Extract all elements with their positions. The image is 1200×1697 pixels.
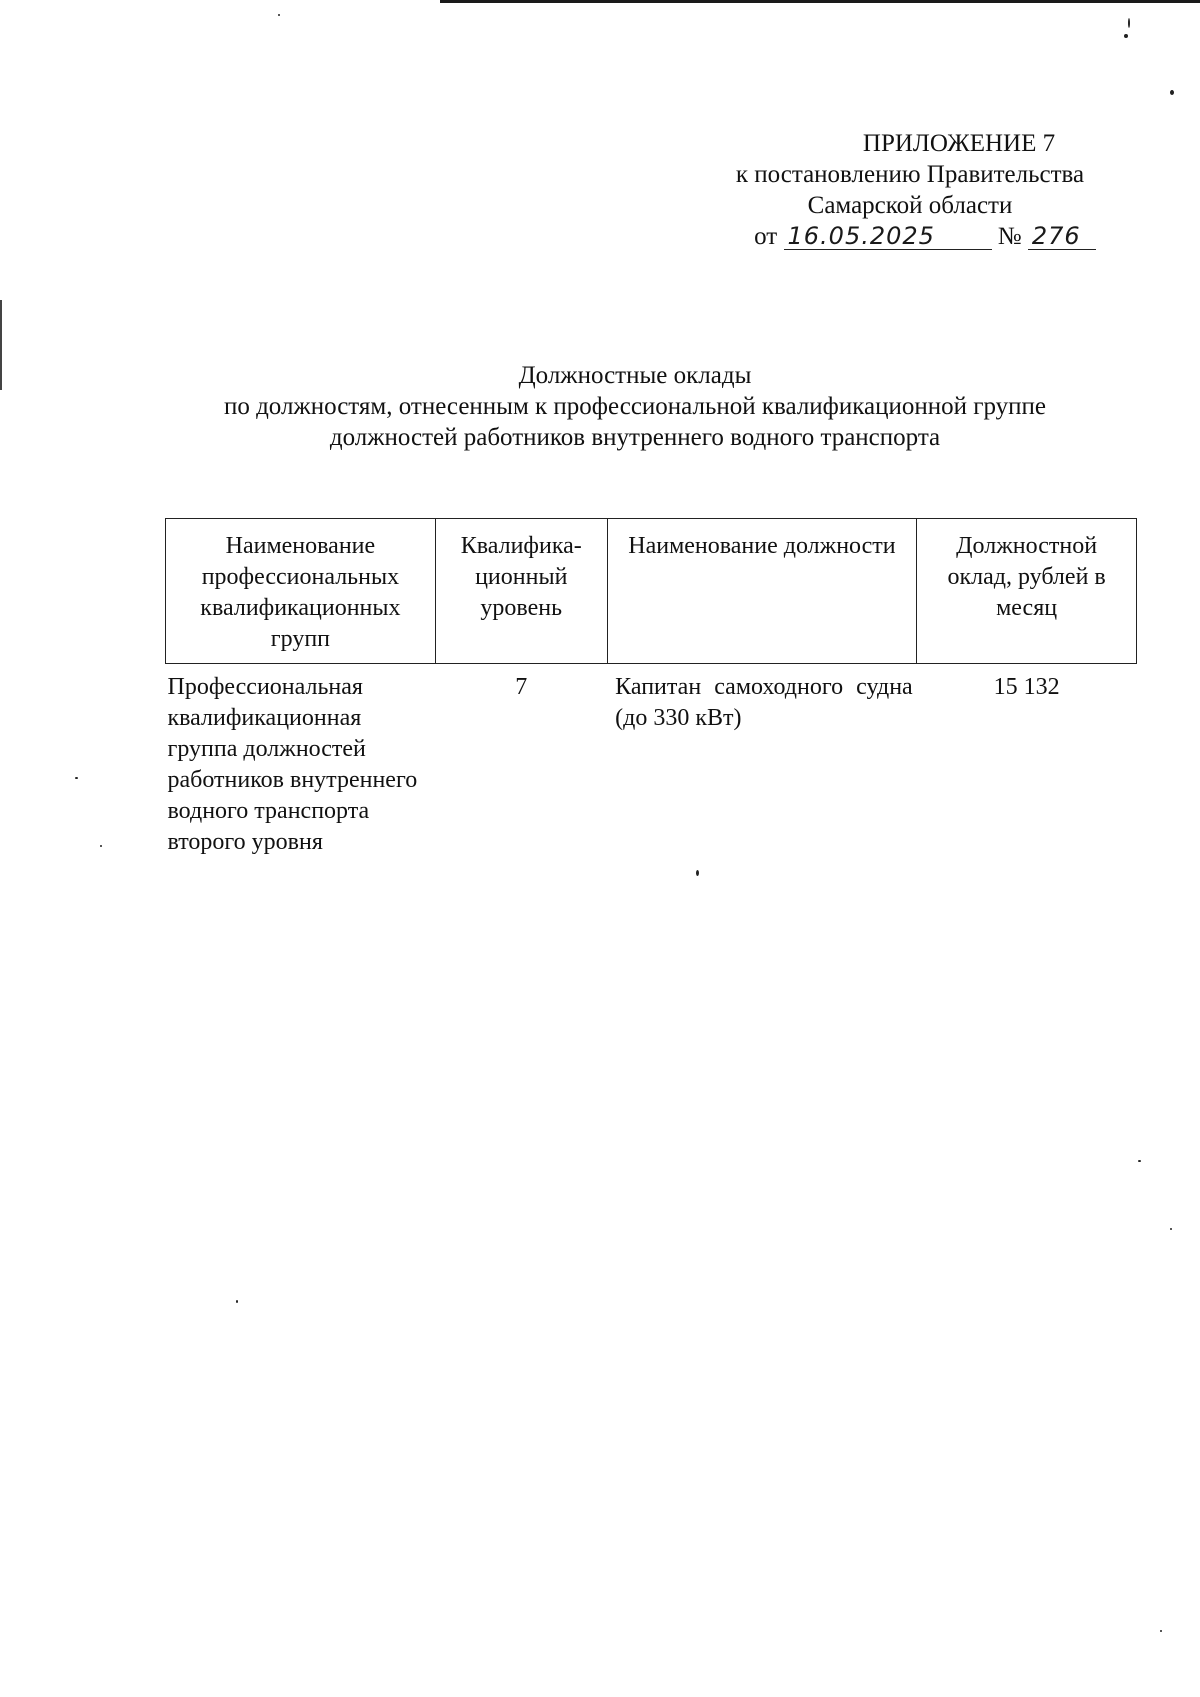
header-group: Наименование профессиональных квалификационных групп bbox=[166, 519, 436, 664]
scan-speck bbox=[1124, 34, 1128, 38]
scan-speck bbox=[1160, 1630, 1162, 1632]
header-salary: Должностной оклад, рублей в месяц bbox=[917, 519, 1137, 664]
scan-speck bbox=[1170, 1228, 1172, 1230]
appendix-date-line bbox=[700, 221, 1120, 252]
scan-speck bbox=[75, 777, 78, 779]
scan-speck bbox=[1170, 90, 1174, 95]
appendix-resolution-line: к постановлению Правительства bbox=[735, 161, 1085, 188]
cell-group: Профессиональная квалификационная группа должностей работников внутреннего водного транспорта второго уровня bbox=[167, 674, 418, 855]
scan-speck bbox=[1128, 18, 1130, 28]
cell-salary: 15 132 bbox=[993, 674, 1060, 700]
scan-speck bbox=[1138, 1160, 1141, 1162]
appendix-block bbox=[700, 128, 1120, 252]
table-header-row bbox=[166, 519, 1137, 664]
handwritten-date: 16.05.2025 bbox=[784, 223, 992, 250]
cell-level: 7 bbox=[515, 674, 528, 700]
document-title bbox=[150, 360, 1120, 453]
title-line-2: по должностям, отнесенным к профессиональной квалификационной группе bbox=[223, 393, 1047, 420]
scan-speck bbox=[278, 14, 280, 16]
scan-edge-left bbox=[0, 300, 2, 390]
header-position: Наименование должности bbox=[607, 519, 917, 664]
scan-edge-top bbox=[440, 0, 1200, 3]
appendix-title: ПРИЛОЖЕНИЕ 7 bbox=[862, 130, 1056, 157]
title-line-3: должностей работников внутреннего водного транспорта bbox=[329, 424, 941, 451]
scan-speck bbox=[236, 1300, 238, 1303]
date-prefix: от bbox=[754, 223, 778, 250]
title-line-1: Должностные оклады bbox=[518, 362, 752, 389]
scan-speck bbox=[100, 845, 102, 847]
table-row bbox=[166, 664, 1137, 859]
scan-speck bbox=[696, 870, 699, 876]
header-level: Квалифика-ционный уровень bbox=[435, 519, 607, 664]
number-prefix: № bbox=[997, 223, 1022, 250]
salary-table bbox=[165, 518, 1137, 858]
cell-position: Капитан самоходного судна (до 330 кВт) bbox=[615, 674, 913, 731]
handwritten-number: 276 bbox=[1028, 223, 1096, 250]
appendix-region-line: Самарской области bbox=[807, 192, 1013, 219]
